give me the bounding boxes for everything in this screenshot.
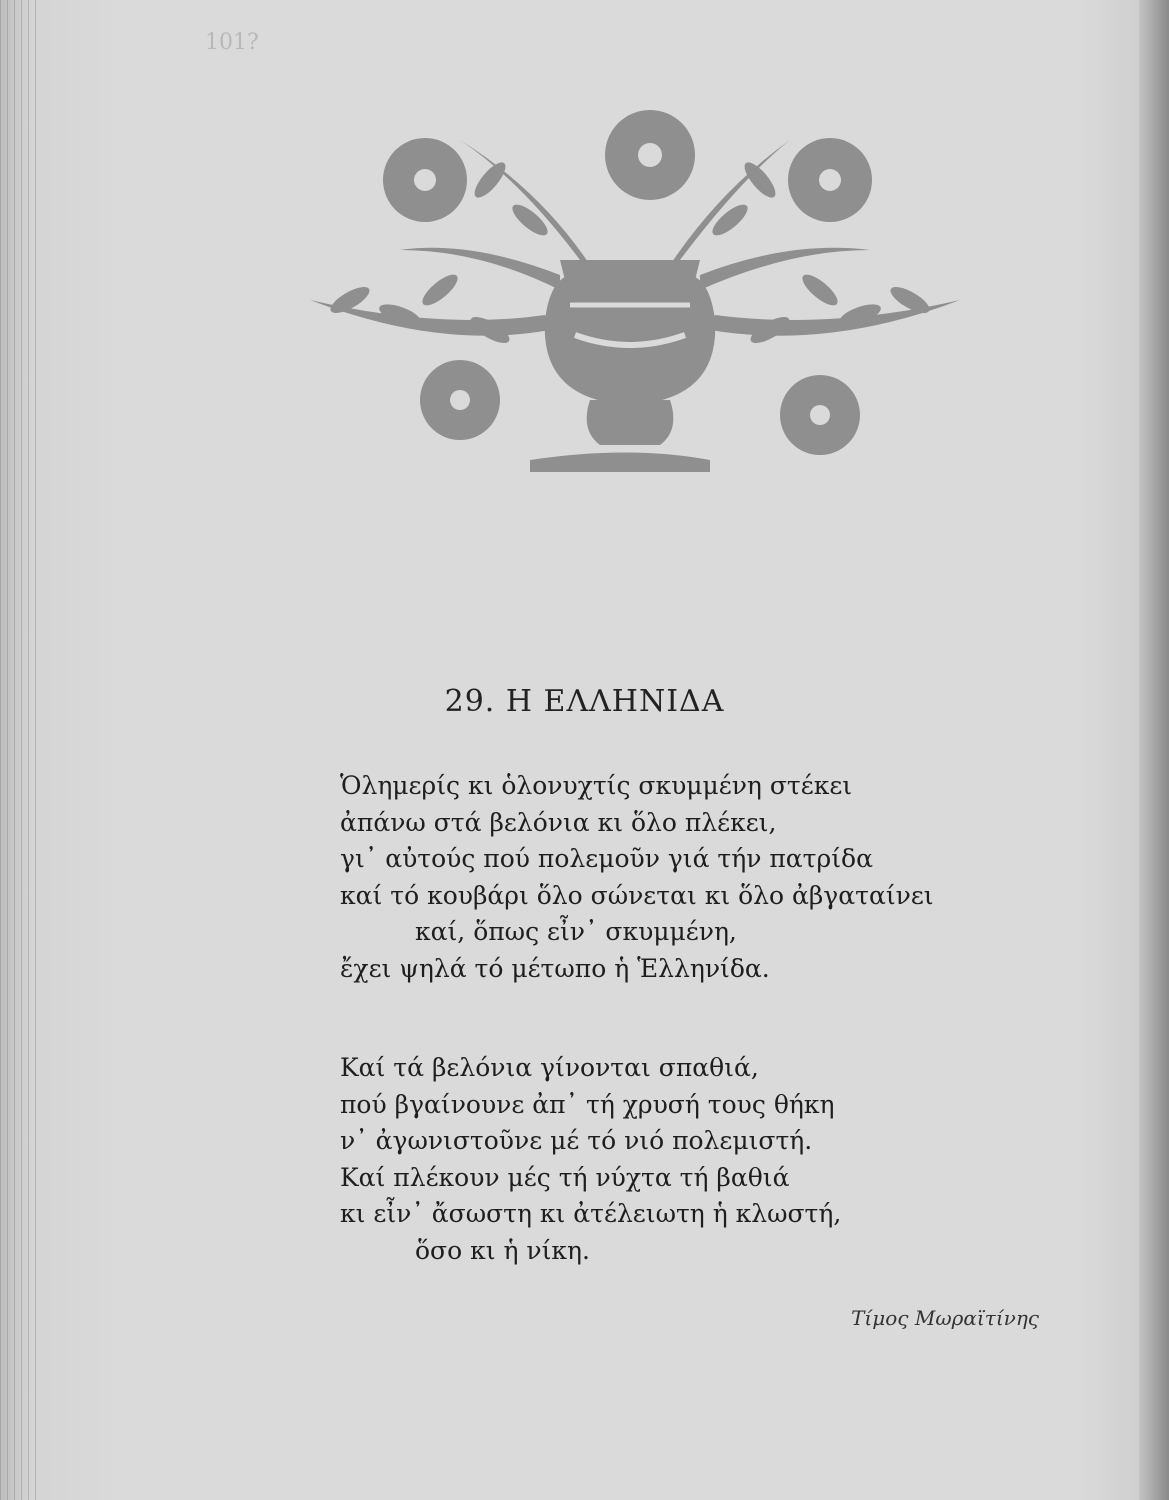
poem-author: Τίμος Μωραϊτίνης bbox=[851, 1306, 1039, 1330]
branch-right-mid bbox=[700, 248, 870, 290]
vase-rim bbox=[560, 260, 700, 280]
poem-line: ὅσο κι ἡ νίκη. bbox=[415, 1235, 590, 1265]
branch-left-upper bbox=[460, 140, 590, 265]
vase-body bbox=[545, 275, 716, 405]
poem-line: καί, ὅπως εἶν᾽ σκυμμένη, bbox=[415, 917, 737, 946]
page-number: 101? bbox=[205, 30, 259, 55]
flower-vase-ornament-icon bbox=[290, 100, 970, 480]
poem-line: κι εἶν᾽ ἄσωστη κι ἀτέλειωτη ἡ κλωστή, bbox=[340, 1199, 842, 1228]
poem-line: γι᾽ αὐτούς πού πολεμοῦν γιά τήν πατρίδα bbox=[340, 844, 873, 873]
poem-stanza-2 bbox=[340, 1050, 841, 1269]
poem-line: ν᾽ ἀγωνιστοῦνε μέ τό νιό πολεμιστή. bbox=[340, 1126, 813, 1155]
page-edge-lines bbox=[0, 0, 42, 1500]
poem-line: καί τό κουβάρι ὅλο σώνεται κι ὅλο ἀβγαταίνει bbox=[340, 880, 934, 910]
poem-line: Ὁλημερίς κι ὁλονυχτίς σκυμμένη στέκει bbox=[340, 771, 853, 800]
poem-line: Καί πλέκουν μές τή νύχτα τή βαθιά bbox=[340, 1162, 790, 1192]
branch-left-mid bbox=[400, 248, 560, 290]
poem-title: 29. Η ΕΛΛΗΝΙΔΑ bbox=[444, 684, 725, 719]
vase-base bbox=[530, 453, 710, 473]
poem-stanza-1 bbox=[340, 768, 934, 987]
vase-stem bbox=[587, 400, 674, 445]
poem-line: πού βγαίνουνε ἀπ᾽ τή χρυσή τους θήκη bbox=[340, 1089, 835, 1119]
poem-line: Καί τά βελόνια γίνονται σπαθιά, bbox=[340, 1053, 759, 1082]
poem-line: ἔχει ψηλά τό μέτωπο ἡ Ἑλληνίδα. bbox=[340, 953, 770, 983]
poem-line: ἀπάνω στά βελόνια κι ὅλο πλέκει, bbox=[340, 807, 777, 837]
page-right-edge bbox=[1139, 0, 1169, 1500]
